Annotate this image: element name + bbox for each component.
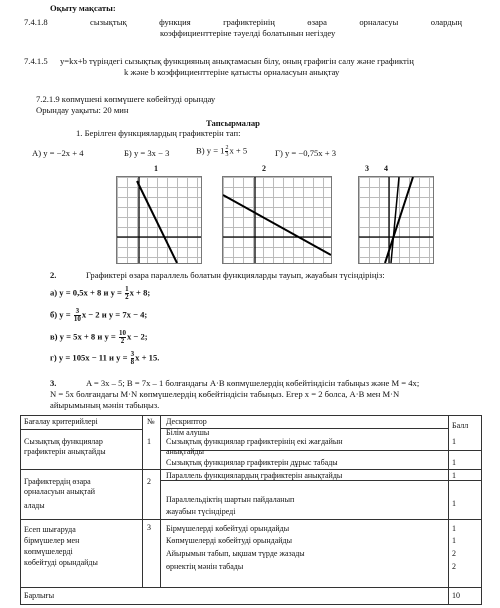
criterion-2-line1: Графиктердің өзара	[24, 477, 91, 486]
descriptor-3: Параллель функциялардың графиктерін анықтайды	[166, 471, 343, 480]
graph-label-3: 3	[365, 164, 369, 173]
task-2-item-a: а) y = 0,5x + 8 и y = $\frac{1}{2}$ x + 8;	[50, 285, 151, 301]
total-label: Барлығы	[24, 591, 55, 600]
descriptor-2: Сызықтық функциялар графиктерін дұрыс табады	[166, 458, 338, 467]
descriptor-4-score: 1	[452, 499, 456, 508]
descriptor-1-line1: Сызықтық функциялар графиктерінің екі жағдайын	[166, 437, 343, 446]
criterion-1-line1: Сызықтық функциялар	[24, 437, 103, 446]
criterion-1-line2: графиктерін анықтайды	[24, 447, 106, 456]
descriptor-6: Көпмүшелерді көбейтуді орындайды	[166, 536, 292, 545]
time-limit: Орындау уақыты: 20 мин	[36, 105, 129, 115]
descriptor-6-score: 1	[452, 536, 456, 545]
header-descriptor: Дескриптор	[166, 417, 207, 426]
objective-2-line1: y=kx+b түріндегі сызықтық функцияның анықтамасын білу, оның графигін салу және графиктің	[60, 56, 414, 66]
header-criteria: Бағалау критерийлері	[24, 417, 98, 426]
graph-label-2: 2	[262, 164, 266, 173]
descriptor-3-score: 1	[452, 471, 456, 480]
criterion-1-number: 1	[147, 437, 151, 446]
descriptor-4-line1: Параллельдіктің шартын пайдаланып	[166, 495, 295, 504]
task-3-line3: айырымының мәнін табыңыз.	[50, 400, 160, 410]
objective-2-line2: k және b коэффициенттеріне қатысты орналасуын анықтау	[124, 67, 340, 77]
graph-label-4: 4	[384, 164, 388, 173]
descriptor-5-score: 1	[452, 524, 456, 533]
graph-3-4	[358, 176, 434, 264]
criterion-3-number: 3	[147, 523, 151, 532]
rubric-table	[20, 415, 482, 605]
task-2-item-d: г) y = 105x − 11 и y = $\frac{3}{8}$ x + 15.	[50, 350, 160, 366]
criterion-3-line2: бірмүшелер мен	[24, 536, 80, 545]
descriptor-4-line2: жауабын түсіндіреді	[166, 507, 236, 516]
task-2-item-b: б) y = $\frac{3}{10}$ x − 2 и y = 7x − 4;	[50, 307, 148, 323]
subheader-student: Білім алушы	[166, 428, 210, 437]
task-1-option-d: Г) y = −0,75x + 3	[275, 148, 337, 158]
criterion-2-line2: орналасуын анықтай	[24, 487, 96, 496]
task-1-option-a: А) y = −2x + 4	[32, 148, 84, 158]
task-2-number: 2.	[50, 270, 57, 280]
graph-1	[116, 176, 202, 264]
objective-1-line2: коэффициенттеріне тәуелді болатынын негіздеу	[160, 28, 336, 38]
objective-3: 7.2.1.9 көпмүшені көпмүшеге көбейтуді орындау	[36, 94, 216, 104]
header-number: №	[147, 417, 155, 426]
descriptor-7-score: 2	[452, 549, 456, 558]
criterion-2-number: 2	[147, 477, 151, 486]
objective-1-code: 7.4.1.8	[24, 17, 48, 27]
descriptor-8: өрнектің мәнін табады	[166, 562, 244, 571]
descriptor-8-score: 2	[452, 562, 456, 571]
descriptor-2-score: 1	[452, 458, 456, 467]
task-3-line1: A = 3x – 5; B = 7x – 1 болғандағы A·B көпмүшелердің көбейтіндісін табыңыз және M = 4x;	[86, 378, 420, 388]
objectives-title: Оқыту мақсаты:	[50, 3, 116, 13]
task-3-line2: N = 5x болғандағы M·N көпмүшелердің көбейтіндісін табыңыз. Егер x = 2 болса, A·B мен M·N	[50, 389, 400, 399]
criterion-3-line4: көбейтуді орындайды	[24, 558, 98, 567]
descriptor-7: Айырымын табып, ықшам түрде жазады	[166, 549, 305, 558]
descriptor-1-line2: анықтайды	[166, 447, 204, 456]
criterion-3-line1: Есеп шығаруда	[24, 525, 76, 534]
task-2-text: Графиктері өзара параллель болатын функцияларды тауып, жауабын түсіндіріңіз:	[86, 270, 385, 280]
task-3-number: 3.	[50, 378, 57, 388]
descriptor-5: Бірмүшелерді көбейтуді орындайды	[166, 524, 290, 533]
task-1-option-c: В) y = 1 $\frac{2}{3}$ x + 5	[196, 145, 248, 158]
task-1-text: 1. Берілген функциялардың графиктерін тап:	[76, 128, 241, 138]
task-1-option-b: Б) y = 3x − 3	[124, 148, 170, 158]
header-score: Балл	[452, 421, 469, 430]
task-2-item-c: в) y = 5x + 8 и y = $\frac{10}{2}$ x − 2;	[50, 329, 148, 345]
total-score: 10	[452, 591, 460, 600]
criterion-2-line3: алады	[24, 501, 45, 510]
tasks-title: Тапсырмалар	[206, 118, 260, 128]
criterion-3-line3: көпмүшелерді	[24, 547, 73, 556]
graph-2	[222, 176, 332, 264]
descriptor-1-score: 1	[452, 437, 456, 446]
objective-1-line1: сызықтық функция графиктерінің өзара орналасуы олардың	[90, 17, 462, 27]
objective-2-code: 7.4.1.5	[24, 56, 48, 66]
graph-label-1: 1	[154, 164, 158, 173]
